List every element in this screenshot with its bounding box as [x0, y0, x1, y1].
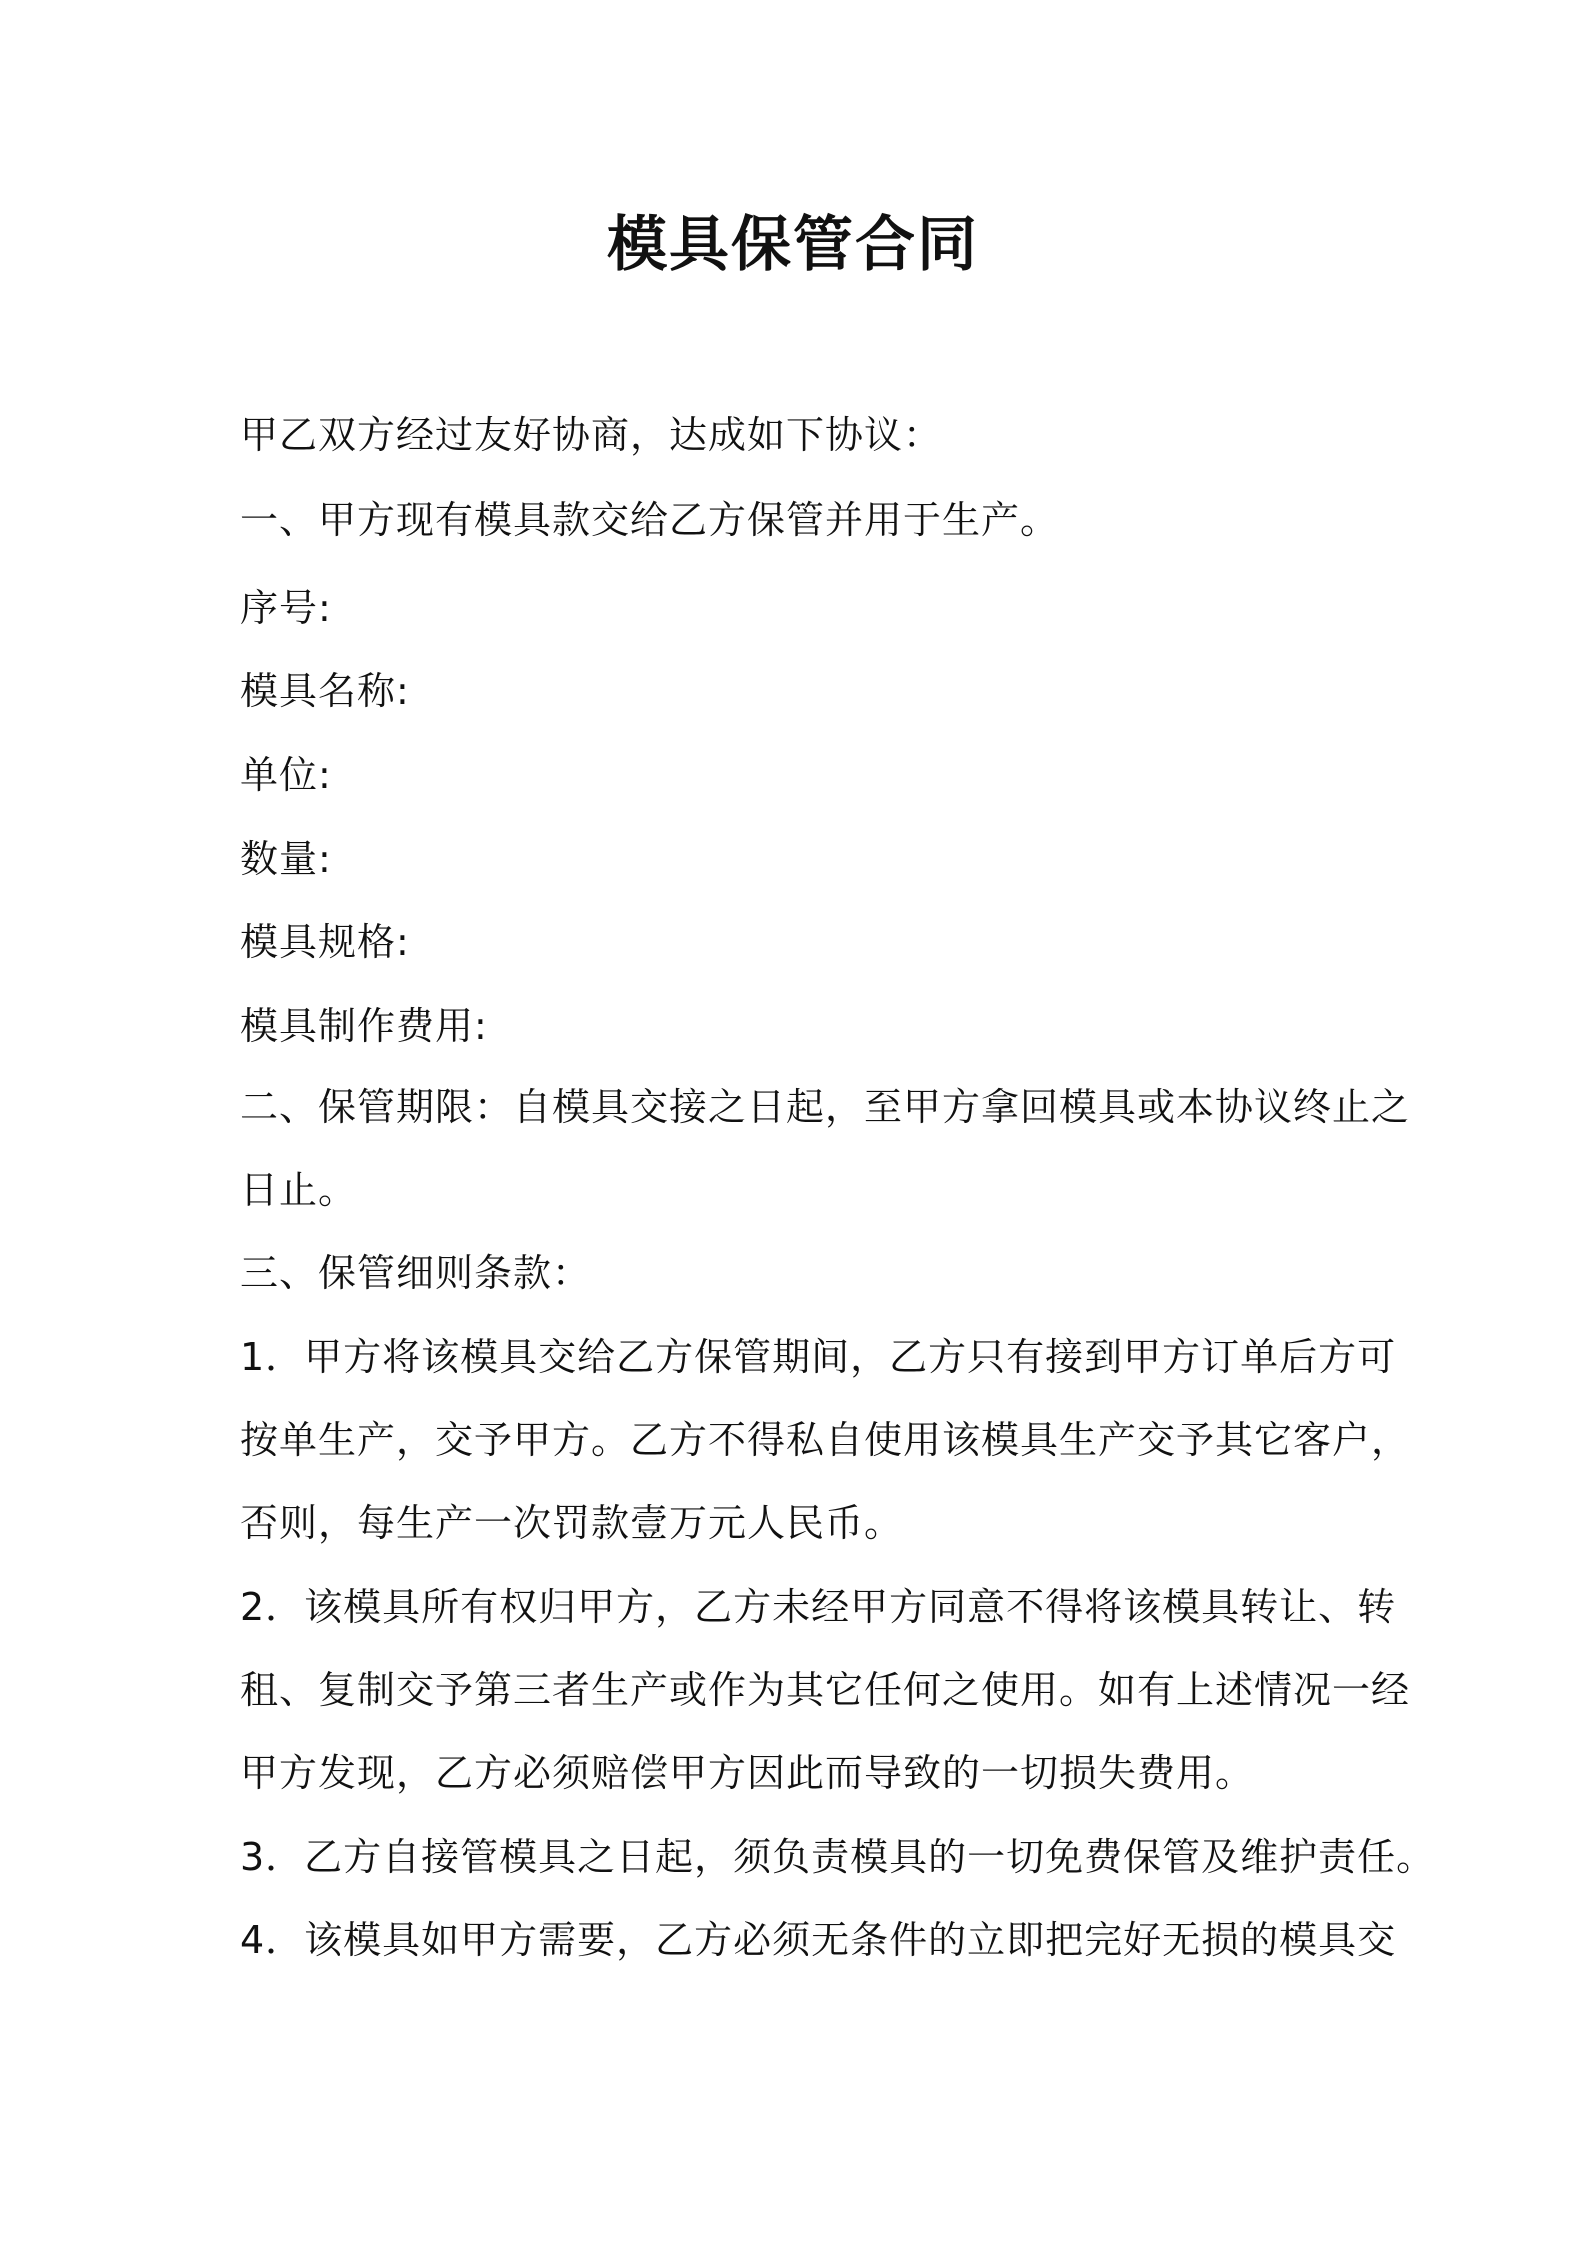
- field-mold-spec: 模具规格:: [240, 920, 410, 964]
- field-mold-name: 模具名称:: [240, 669, 410, 713]
- clause-2-line-2: 日止。: [240, 1168, 358, 1212]
- item-2-line-3: 甲方发现，乙方必须赔偿甲方因此而导致的一切损失费用。: [240, 1751, 1255, 1795]
- item-1-line-1: 1．甲方将该模具交给乙方保管期间，乙方只有接到甲方订单后方可: [240, 1335, 1397, 1379]
- paragraph-intro: 甲乙双方经过友好协商，达成如下协议：: [240, 413, 943, 457]
- field-serial-number: 序号:: [240, 586, 332, 630]
- item-1-line-3: 否则，每生产一次罚款壹万元人民币。: [240, 1501, 904, 1545]
- field-unit: 单位:: [240, 753, 332, 797]
- document-title: 模具保管合同: [607, 210, 979, 280]
- item-3: 3．乙方自接管模具之日起，须负责模具的一切免费保管及维护责任。: [240, 1835, 1436, 1879]
- item-2-line-1: 2．该模具所有权归甲方，乙方未经甲方同意不得将该模具转让、转: [240, 1585, 1397, 1629]
- clause-3-heading: 三、保管细则条款：: [240, 1251, 592, 1295]
- field-quantity: 数量:: [240, 837, 332, 881]
- field-mold-cost: 模具制作费用:: [240, 1004, 488, 1048]
- item-4-line-1: 4．该模具如甲方需要，乙方必须无条件的立即把完好无损的模具交: [240, 1918, 1397, 1962]
- item-2-line-2: 租、复制交予第三者生产或作为其它任何之使用。如有上述情况一经: [240, 1668, 1411, 1712]
- clause-2-line-1: 二、保管期限：自模具交接之日起，至甲方拿回模具或本协议终止之: [240, 1085, 1411, 1129]
- item-1-line-2: 按单生产，交予甲方。乙方不得私自使用该模具生产交予其它客户，: [240, 1418, 1411, 1462]
- clause-1: 一、甲方现有模具款交给乙方保管并用于生产。: [240, 498, 1060, 542]
